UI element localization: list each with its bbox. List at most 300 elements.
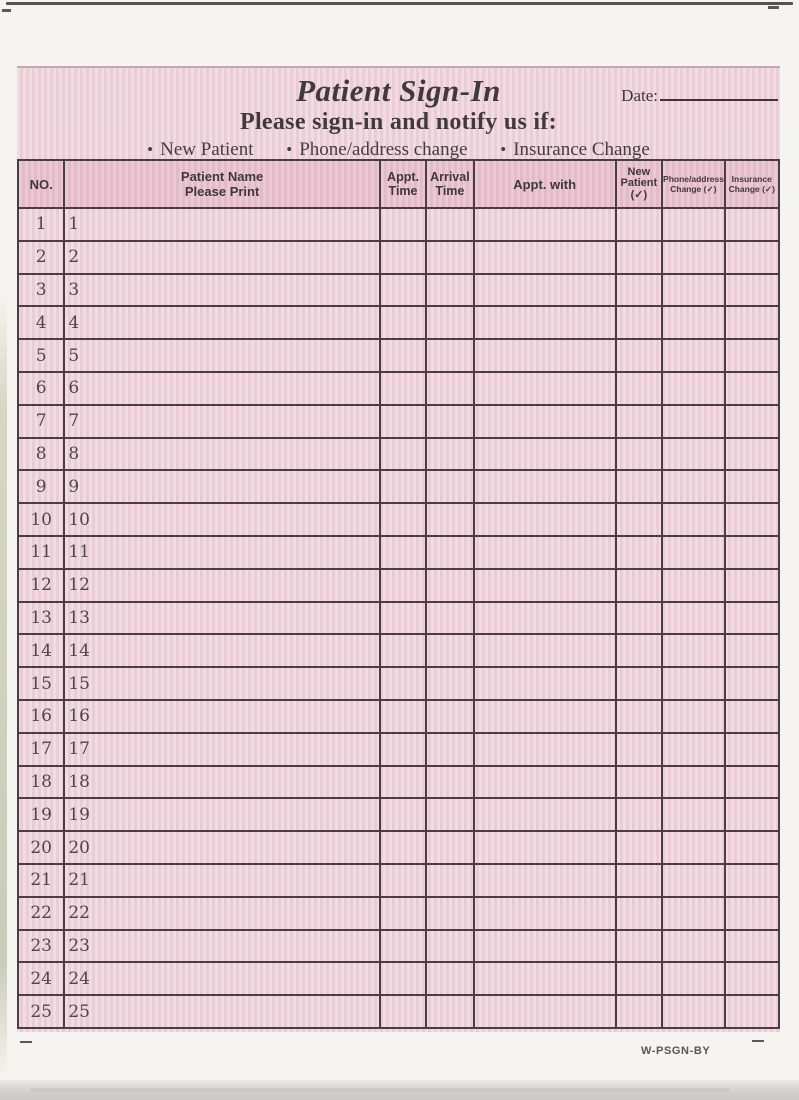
row-no-copy: 20 (68, 837, 90, 858)
row-no-copy: 11 (68, 542, 90, 563)
row-no-cell (18, 634, 64, 667)
bullet-new-patient: • New Patient (147, 139, 254, 160)
new-patient-check-cell[interactable] (616, 372, 662, 405)
bullet-dot-icon: • (500, 140, 507, 159)
arrival-time-cell[interactable] (426, 602, 473, 635)
patient-name-cell[interactable] (64, 405, 379, 438)
phone-address-change-check-cell[interactable] (662, 306, 724, 339)
table-row (18, 700, 779, 733)
phone-address-change-check-cell[interactable] (662, 667, 724, 700)
insurance-change-check-cell[interactable] (725, 930, 779, 963)
appt-with-cell[interactable] (474, 700, 616, 733)
bullet-insurance-change: • Insurance Change (500, 139, 650, 160)
appt-time-cell[interactable] (380, 667, 426, 700)
patient-name-cell[interactable] (64, 569, 379, 602)
phone-address-change-check-cell[interactable] (662, 602, 724, 635)
appt-with-cell[interactable] (474, 438, 616, 471)
phone-address-change-check-cell[interactable] (662, 569, 724, 602)
appt-time-cell[interactable] (380, 405, 426, 438)
new-patient-check-cell[interactable] (616, 766, 662, 799)
patient-name-cell[interactable] (64, 536, 379, 569)
row-no-cell (18, 569, 64, 602)
new-patient-check-cell[interactable] (616, 930, 662, 963)
insurance-change-check-cell[interactable] (725, 897, 779, 930)
patient-name-cell[interactable] (64, 962, 379, 995)
row-no-cell (18, 700, 64, 733)
row-no-cell (18, 602, 64, 635)
phone-address-change-check-cell[interactable] (662, 634, 724, 667)
table-row (18, 667, 779, 700)
date-label: Date: (621, 86, 658, 105)
appt-with-cell[interactable] (474, 405, 616, 438)
col-header-no: NO. (18, 160, 64, 208)
header-row (18, 160, 779, 208)
new-patient-check-cell[interactable] (616, 438, 662, 471)
col-header-new-patient: New Patient (✓) (616, 160, 662, 208)
row-no-cell (18, 372, 64, 405)
patient-name-cell[interactable] (64, 667, 379, 700)
phone-address-change-check-cell[interactable] (662, 339, 724, 372)
phone-address-change-check-cell[interactable] (662, 241, 724, 274)
page-edge-shadow (0, 290, 7, 1080)
arrival-time-cell[interactable] (426, 241, 473, 274)
row-no-cell (18, 962, 64, 995)
appt-with-cell[interactable] (474, 602, 616, 635)
appt-with-cell[interactable] (474, 274, 616, 307)
row-no-cell (18, 306, 64, 339)
col-header-arrival-time: Arrival Time (426, 160, 473, 208)
new-patient-check-cell[interactable] (616, 306, 662, 339)
row-no: 20 (30, 837, 52, 858)
arrival-time-cell[interactable] (426, 930, 473, 963)
row-no-copy: 17 (68, 739, 90, 760)
phone-address-change-check-cell[interactable] (662, 438, 724, 471)
appt-with-cell[interactable] (474, 569, 616, 602)
arrival-time-cell[interactable] (426, 798, 473, 831)
form-header (17, 68, 780, 159)
row-no-copy: 15 (68, 673, 90, 694)
phone-address-change-check-cell[interactable] (662, 274, 724, 307)
row-no: 15 (30, 673, 52, 694)
col-header-patient-name: Patient Name Please Print (64, 160, 379, 208)
row-no-copy: 16 (68, 706, 90, 727)
new-patient-check-cell[interactable] (616, 897, 662, 930)
row-no-copy: 2 (68, 247, 80, 268)
table-row (18, 503, 779, 536)
row-no-cell (18, 930, 64, 963)
insurance-change-check-cell[interactable] (725, 798, 779, 831)
appt-time-cell[interactable] (380, 536, 426, 569)
table-row (18, 798, 779, 831)
phone-address-change-check-cell[interactable] (662, 372, 724, 405)
row-no: 4 (35, 312, 47, 333)
row-no: 8 (35, 443, 47, 464)
row-no-copy: 12 (68, 575, 90, 596)
insurance-change-check-cell[interactable] (725, 274, 779, 307)
patient-name-cell[interactable] (64, 930, 379, 963)
row-no-cell (18, 995, 64, 1028)
new-patient-check-cell[interactable] (616, 831, 662, 864)
patient-name-cell[interactable] (64, 831, 379, 864)
phone-address-change-check-cell[interactable] (662, 962, 724, 995)
appt-time-cell[interactable] (380, 569, 426, 602)
new-patient-check-cell[interactable] (616, 405, 662, 438)
appt-time-cell[interactable] (380, 733, 426, 766)
arrival-time-cell[interactable] (426, 503, 473, 536)
insurance-change-check-cell[interactable] (725, 569, 779, 602)
arrival-time-cell[interactable] (426, 634, 473, 667)
insurance-change-check-cell[interactable] (725, 470, 779, 503)
phone-address-change-check-cell[interactable] (662, 405, 724, 438)
row-no: 11 (30, 542, 52, 563)
new-patient-check-cell[interactable] (616, 733, 662, 766)
arrival-time-cell[interactable] (426, 372, 473, 405)
patient-name-cell[interactable] (64, 339, 379, 372)
phone-address-change-check-cell[interactable] (662, 208, 724, 241)
insurance-change-check-cell[interactable] (725, 766, 779, 799)
row-no-copy: 19 (68, 804, 90, 825)
patient-name-cell[interactable] (64, 372, 379, 405)
appt-time-cell[interactable] (380, 864, 426, 897)
row-no-copy: 25 (68, 1001, 90, 1022)
appt-with-cell[interactable] (474, 372, 616, 405)
row-no: 23 (30, 935, 52, 956)
row-no-cell (18, 405, 64, 438)
appt-time-cell[interactable] (380, 438, 426, 471)
new-patient-check-cell[interactable] (616, 798, 662, 831)
appt-with-cell[interactable] (474, 667, 616, 700)
row-no-copy: 3 (68, 279, 80, 300)
patient-name-cell[interactable] (64, 995, 379, 1028)
phone-address-change-check-cell[interactable] (662, 864, 724, 897)
appt-time-cell[interactable] (380, 602, 426, 635)
patient-name-cell[interactable] (64, 634, 379, 667)
row-no-copy: 6 (68, 378, 80, 399)
appt-time-cell[interactable] (380, 372, 426, 405)
insurance-change-check-cell[interactable] (725, 733, 779, 766)
row-no-copy: 22 (68, 903, 90, 924)
patient-name-cell[interactable] (64, 602, 379, 635)
table-row (18, 897, 779, 930)
new-patient-check-cell[interactable] (616, 602, 662, 635)
new-patient-check-cell[interactable] (616, 470, 662, 503)
patient-name-cell[interactable] (64, 766, 379, 799)
appt-with-cell[interactable] (474, 995, 616, 1028)
new-patient-check-cell[interactable] (616, 995, 662, 1028)
table-row (18, 470, 779, 503)
table-row (18, 995, 779, 1028)
form-code: W-PSGN-BY (641, 1045, 711, 1057)
row-no-copy: 24 (68, 968, 90, 989)
table-row (18, 962, 779, 995)
row-no-copy: 10 (68, 509, 90, 530)
insurance-change-check-cell[interactable] (725, 864, 779, 897)
appt-with-cell[interactable] (474, 306, 616, 339)
row-no-cell (18, 897, 64, 930)
row-no: 14 (30, 640, 52, 661)
appt-time-cell[interactable] (380, 470, 426, 503)
arrival-time-cell[interactable] (426, 962, 473, 995)
col-header-insurance-change: Insurance Change (✓) (725, 160, 779, 208)
phone-address-change-check-cell[interactable] (662, 995, 724, 1028)
arrival-time-cell[interactable] (426, 274, 473, 307)
patient-name-cell[interactable] (64, 438, 379, 471)
table-row (18, 438, 779, 471)
appt-with-cell[interactable] (474, 897, 616, 930)
appt-with-cell[interactable] (474, 962, 616, 995)
patient-name-cell[interactable] (64, 208, 379, 241)
insurance-change-check-cell[interactable] (725, 405, 779, 438)
arrival-time-cell[interactable] (426, 700, 473, 733)
row-no-cell (18, 274, 64, 307)
appt-time-cell[interactable] (380, 897, 426, 930)
row-no: 16 (30, 706, 52, 727)
phone-address-change-check-cell[interactable] (662, 470, 724, 503)
row-no: 2 (35, 247, 47, 268)
table-row (18, 864, 779, 897)
insurance-change-check-cell[interactable] (725, 438, 779, 471)
new-patient-check-cell[interactable] (616, 536, 662, 569)
row-no-copy: 21 (68, 870, 90, 891)
col-header-appt-time: Appt. Time (380, 160, 426, 208)
row-no-copy: 9 (68, 476, 80, 497)
arrival-time-cell[interactable] (426, 208, 473, 241)
scan-smudge (30, 1088, 730, 1092)
appt-time-cell[interactable] (380, 634, 426, 667)
new-patient-check-cell[interactable] (616, 569, 662, 602)
table-row (18, 306, 779, 339)
date-area (621, 86, 778, 106)
col-header-appt-with: Appt. with (474, 160, 616, 208)
scan-edge-line (6, 2, 793, 5)
table-row (18, 930, 779, 963)
row-no-cell (18, 470, 64, 503)
new-patient-check-cell[interactable] (616, 241, 662, 274)
phone-address-change-check-cell[interactable] (662, 733, 724, 766)
row-no-copy: 23 (68, 935, 90, 956)
registration-dash (752, 1040, 764, 1042)
phone-address-change-check-cell[interactable] (662, 897, 724, 930)
new-patient-check-cell[interactable] (616, 667, 662, 700)
row-no-cell (18, 536, 64, 569)
insurance-change-check-cell[interactable] (725, 700, 779, 733)
appt-with-cell[interactable] (474, 536, 616, 569)
appt-with-cell[interactable] (474, 798, 616, 831)
row-no: 5 (35, 345, 47, 366)
row-no-cell (18, 667, 64, 700)
row-no: 6 (35, 378, 47, 399)
insurance-change-check-cell[interactable] (725, 634, 779, 667)
phone-address-change-check-cell[interactable] (662, 798, 724, 831)
insurance-change-check-cell[interactable] (725, 503, 779, 536)
row-no-cell (18, 831, 64, 864)
row-no-cell (18, 339, 64, 372)
table-row (18, 241, 779, 274)
arrival-time-cell[interactable] (426, 569, 473, 602)
patient-name-cell[interactable] (64, 241, 379, 274)
appt-with-cell[interactable] (474, 339, 616, 372)
insurance-change-check-cell[interactable] (725, 339, 779, 372)
new-patient-check-cell[interactable] (616, 208, 662, 241)
patient-name-cell[interactable] (64, 897, 379, 930)
insurance-change-check-cell[interactable] (725, 536, 779, 569)
date-field-line[interactable] (660, 98, 778, 101)
arrival-time-cell[interactable] (426, 306, 473, 339)
form-subtitle: Please sign-in and notify us if: (240, 109, 557, 135)
new-patient-check-cell[interactable] (616, 962, 662, 995)
appt-with-cell[interactable] (474, 831, 616, 864)
row-no-copy: 7 (68, 411, 80, 432)
appt-time-cell[interactable] (380, 306, 426, 339)
row-no-cell (18, 241, 64, 274)
row-no-cell (18, 798, 64, 831)
appt-time-cell[interactable] (380, 831, 426, 864)
phone-address-change-check-cell[interactable] (662, 700, 724, 733)
patient-name-cell[interactable] (64, 700, 379, 733)
phone-address-change-check-cell[interactable] (662, 766, 724, 799)
patient-name-cell[interactable] (64, 470, 379, 503)
arrival-time-cell[interactable] (426, 831, 473, 864)
appt-time-cell[interactable] (380, 962, 426, 995)
appt-with-cell[interactable] (474, 733, 616, 766)
arrival-time-cell[interactable] (426, 733, 473, 766)
row-no: 21 (30, 870, 52, 891)
appt-with-cell[interactable] (474, 864, 616, 897)
appt-time-cell[interactable] (380, 274, 426, 307)
insurance-change-check-cell[interactable] (725, 995, 779, 1028)
arrival-time-cell[interactable] (426, 470, 473, 503)
row-no-copy: 5 (68, 345, 80, 366)
corner-mark (2, 9, 11, 12)
row-no-copy: 4 (68, 312, 80, 333)
new-patient-check-cell[interactable] (616, 634, 662, 667)
insurance-change-check-cell[interactable] (725, 831, 779, 864)
new-patient-check-cell[interactable] (616, 503, 662, 536)
appt-with-cell[interactable] (474, 930, 616, 963)
appt-time-cell[interactable] (380, 798, 426, 831)
appt-time-cell[interactable] (380, 930, 426, 963)
col-header-phone-address-change: Phone/address Change (✓) (662, 160, 724, 208)
arrival-time-cell[interactable] (426, 536, 473, 569)
row-no-cell (18, 503, 64, 536)
appt-with-cell[interactable] (474, 470, 616, 503)
table-row (18, 634, 779, 667)
insurance-change-check-cell[interactable] (725, 667, 779, 700)
row-no-copy: 14 (68, 640, 90, 661)
appt-with-cell[interactable] (474, 208, 616, 241)
row-no-copy: 13 (68, 607, 90, 628)
row-no-copy: 8 (68, 443, 80, 464)
table-row (18, 208, 779, 241)
phone-address-change-check-cell[interactable] (662, 930, 724, 963)
patient-name-cell[interactable] (64, 503, 379, 536)
patient-name-cell[interactable] (64, 798, 379, 831)
row-no: 22 (30, 903, 52, 924)
phone-address-change-check-cell[interactable] (662, 503, 724, 536)
row-no: 19 (30, 804, 52, 825)
form-title: Patient Sign-In (296, 73, 501, 108)
table-row (18, 372, 779, 405)
sign-in-form (17, 66, 780, 1032)
arrival-time-cell[interactable] (426, 864, 473, 897)
insurance-change-check-cell[interactable] (725, 208, 779, 241)
new-patient-check-cell[interactable] (616, 700, 662, 733)
appt-time-cell[interactable] (380, 339, 426, 372)
new-patient-check-cell[interactable] (616, 274, 662, 307)
table-row (18, 274, 779, 307)
table-body (18, 208, 779, 1028)
patient-name-cell[interactable] (64, 274, 379, 307)
arrival-time-cell[interactable] (426, 897, 473, 930)
row-no: 17 (30, 739, 52, 760)
appt-time-cell[interactable] (380, 241, 426, 274)
row-no: 7 (35, 411, 47, 432)
row-no-cell (18, 208, 64, 241)
appt-time-cell[interactable] (380, 503, 426, 536)
insurance-change-check-cell[interactable] (725, 241, 779, 274)
appt-with-cell[interactable] (474, 766, 616, 799)
arrival-time-cell[interactable] (426, 438, 473, 471)
appt-time-cell[interactable] (380, 995, 426, 1028)
table-row (18, 766, 779, 799)
row-no: 18 (30, 771, 52, 792)
phone-address-change-check-cell[interactable] (662, 536, 724, 569)
patient-name-cell[interactable] (64, 864, 379, 897)
row-no: 10 (30, 509, 52, 530)
appt-with-cell[interactable] (474, 503, 616, 536)
appt-time-cell[interactable] (380, 766, 426, 799)
row-no: 3 (35, 279, 47, 300)
new-patient-check-cell[interactable] (616, 339, 662, 372)
insurance-change-check-cell[interactable] (725, 962, 779, 995)
row-no-copy: 1 (68, 214, 80, 235)
table-row (18, 733, 779, 766)
new-patient-check-cell[interactable] (616, 864, 662, 897)
appt-with-cell[interactable] (474, 241, 616, 274)
table-row (18, 831, 779, 864)
insurance-change-check-cell[interactable] (725, 306, 779, 339)
arrival-time-cell[interactable] (426, 405, 473, 438)
patient-name-cell[interactable] (64, 733, 379, 766)
patient-name-cell[interactable] (64, 306, 379, 339)
table-row (18, 405, 779, 438)
row-no: 1 (35, 214, 47, 235)
table-row (18, 339, 779, 372)
appt-time-cell[interactable] (380, 208, 426, 241)
appt-time-cell[interactable] (380, 700, 426, 733)
insurance-change-check-cell[interactable] (725, 602, 779, 635)
row-no-cell (18, 766, 64, 799)
row-no-cell (18, 864, 64, 897)
arrival-time-cell[interactable] (426, 667, 473, 700)
arrival-time-cell[interactable] (426, 339, 473, 372)
row-no-copy: 18 (68, 771, 90, 792)
arrival-time-cell[interactable] (426, 995, 473, 1028)
corner-mark (768, 6, 779, 9)
bullet-list (17, 138, 780, 162)
row-no: 24 (30, 968, 52, 989)
row-no: 25 (30, 1001, 52, 1022)
row-no: 13 (30, 607, 52, 628)
phone-address-change-check-cell[interactable] (662, 831, 724, 864)
bullet-dot-icon: • (147, 140, 154, 159)
sign-in-table (17, 159, 780, 1029)
table-row (18, 602, 779, 635)
table-row (18, 569, 779, 602)
appt-with-cell[interactable] (474, 634, 616, 667)
arrival-time-cell[interactable] (426, 766, 473, 799)
insurance-change-check-cell[interactable] (725, 372, 779, 405)
